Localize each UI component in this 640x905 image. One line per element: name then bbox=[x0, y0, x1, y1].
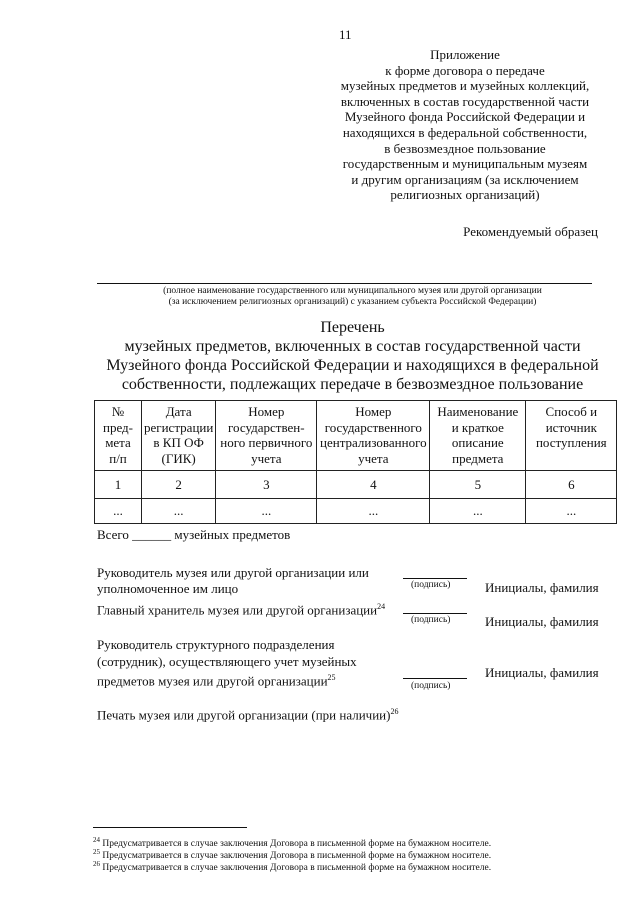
footnote: $^{25}$ Предусматривается в случае заключения Договора в письменной форме на бумажном носителе. bbox=[93, 848, 492, 862]
total-line bbox=[97, 527, 290, 543]
title-line: музейных предметов, включенных в состав государственной части bbox=[124, 338, 581, 355]
director-signature-line bbox=[403, 578, 467, 579]
document-title bbox=[90, 318, 615, 394]
keeper-signature-line bbox=[403, 613, 467, 614]
header-cell: Способ и источник поступления bbox=[526, 401, 617, 471]
column-number: 3 bbox=[216, 471, 317, 499]
header-cell: Наименование и краткое описание предмета bbox=[430, 401, 526, 471]
header-cell: Номер государствен- ного первичного учета bbox=[216, 401, 317, 471]
appendix-note bbox=[330, 47, 600, 203]
director-label: Руководитель музея или другой организации или уполномоченное им лицо bbox=[97, 565, 369, 596]
appendix-line: и другим организациям (за исключением bbox=[351, 171, 579, 187]
table-cell: ... bbox=[216, 499, 317, 524]
table-header-row bbox=[95, 401, 617, 471]
header-cell: № пред- мета п/п bbox=[95, 401, 142, 471]
recommended-sample: Рекомендуемый образец bbox=[463, 224, 598, 239]
table-cell: ... bbox=[317, 499, 430, 524]
appendix-line: включенных в состав государственной части bbox=[340, 93, 590, 109]
title-line: Музейного фонда Российской Федерации и находящихся в федеральной bbox=[106, 357, 599, 374]
footnote: $^{26}$ Предусматривается в случае заключения Договора в письменной форме на бумажном носителе. bbox=[93, 860, 492, 874]
keeper-label: Главный хранитель музея или другой организации$^{24}$ bbox=[97, 602, 386, 618]
name-label: Инициалы, фамилия bbox=[485, 665, 599, 680]
signature-label: (подпись) bbox=[411, 615, 451, 625]
footnote: $^{24}$ Предусматривается в случае заключения Договора в письменной форме на бумажном носителе. bbox=[93, 836, 492, 850]
total-blank: ______ bbox=[132, 527, 172, 542]
column-number: 5 bbox=[430, 471, 526, 499]
unit-head-label: Руководитель структурного подразделения (сотрудник), осуществляющего учет музейных предметов музея или другой организации$^{25}$ bbox=[97, 637, 357, 689]
table-cell: ... bbox=[142, 499, 216, 524]
page-number: 11 bbox=[339, 27, 352, 42]
appendix-line: религиозных организаций) bbox=[390, 187, 540, 203]
header-cell: Дата регистрации в КП ОФ (ГИК) bbox=[142, 401, 216, 471]
column-number: 4 bbox=[317, 471, 430, 499]
title-line: собственности, подлежащих передаче в безвозмездное пользование bbox=[121, 376, 584, 393]
appendix-line: Музейного фонда Российской Федерации и bbox=[344, 109, 586, 125]
table-number-row bbox=[95, 471, 617, 499]
appendix-line: в безвозмездное пользование bbox=[384, 140, 546, 156]
org-caption-2: (за исключением религиозных организаций) с указанием субъекта Российской Федерации) bbox=[168, 297, 537, 307]
appendix-line: государственным и муниципальным музеям bbox=[342, 156, 588, 172]
items-table bbox=[94, 400, 617, 524]
total-prefix: Всего bbox=[97, 527, 129, 542]
header-cell: Номер государственного централизованного учета bbox=[317, 401, 430, 471]
column-number: 6 bbox=[526, 471, 617, 499]
appendix-line: к форме договора о передаче bbox=[385, 62, 545, 78]
column-number: 1 bbox=[95, 471, 142, 499]
total-suffix: музейных предметов bbox=[174, 527, 291, 542]
signature-label: (подпись) bbox=[411, 681, 451, 691]
table-cell: ... bbox=[526, 499, 617, 524]
footnote-separator bbox=[93, 827, 247, 828]
appendix-line: Приложение bbox=[430, 47, 500, 62]
unit-head-signature-line bbox=[403, 678, 467, 679]
seal-label: Печать музея или другой организации (при наличии)$^{26}$ bbox=[97, 707, 399, 723]
title-line: Перечень bbox=[320, 319, 385, 336]
name-label: Инициалы, фамилия bbox=[485, 580, 599, 595]
appendix-line: музейных предметов и музейных коллекций, bbox=[340, 78, 590, 94]
org-caption-1: (полное наименование государственного или муниципального музея или другой организации bbox=[163, 286, 542, 296]
signature-label: (подпись) bbox=[411, 580, 451, 590]
org-name-line bbox=[97, 283, 592, 284]
column-number: 2 bbox=[142, 471, 216, 499]
table-cell: ... bbox=[95, 499, 142, 524]
name-label: Инициалы, фамилия bbox=[485, 614, 599, 629]
appendix-line: находящихся в федеральной собственности, bbox=[342, 124, 588, 140]
table-row bbox=[95, 499, 617, 524]
table-cell: ... bbox=[430, 499, 526, 524]
